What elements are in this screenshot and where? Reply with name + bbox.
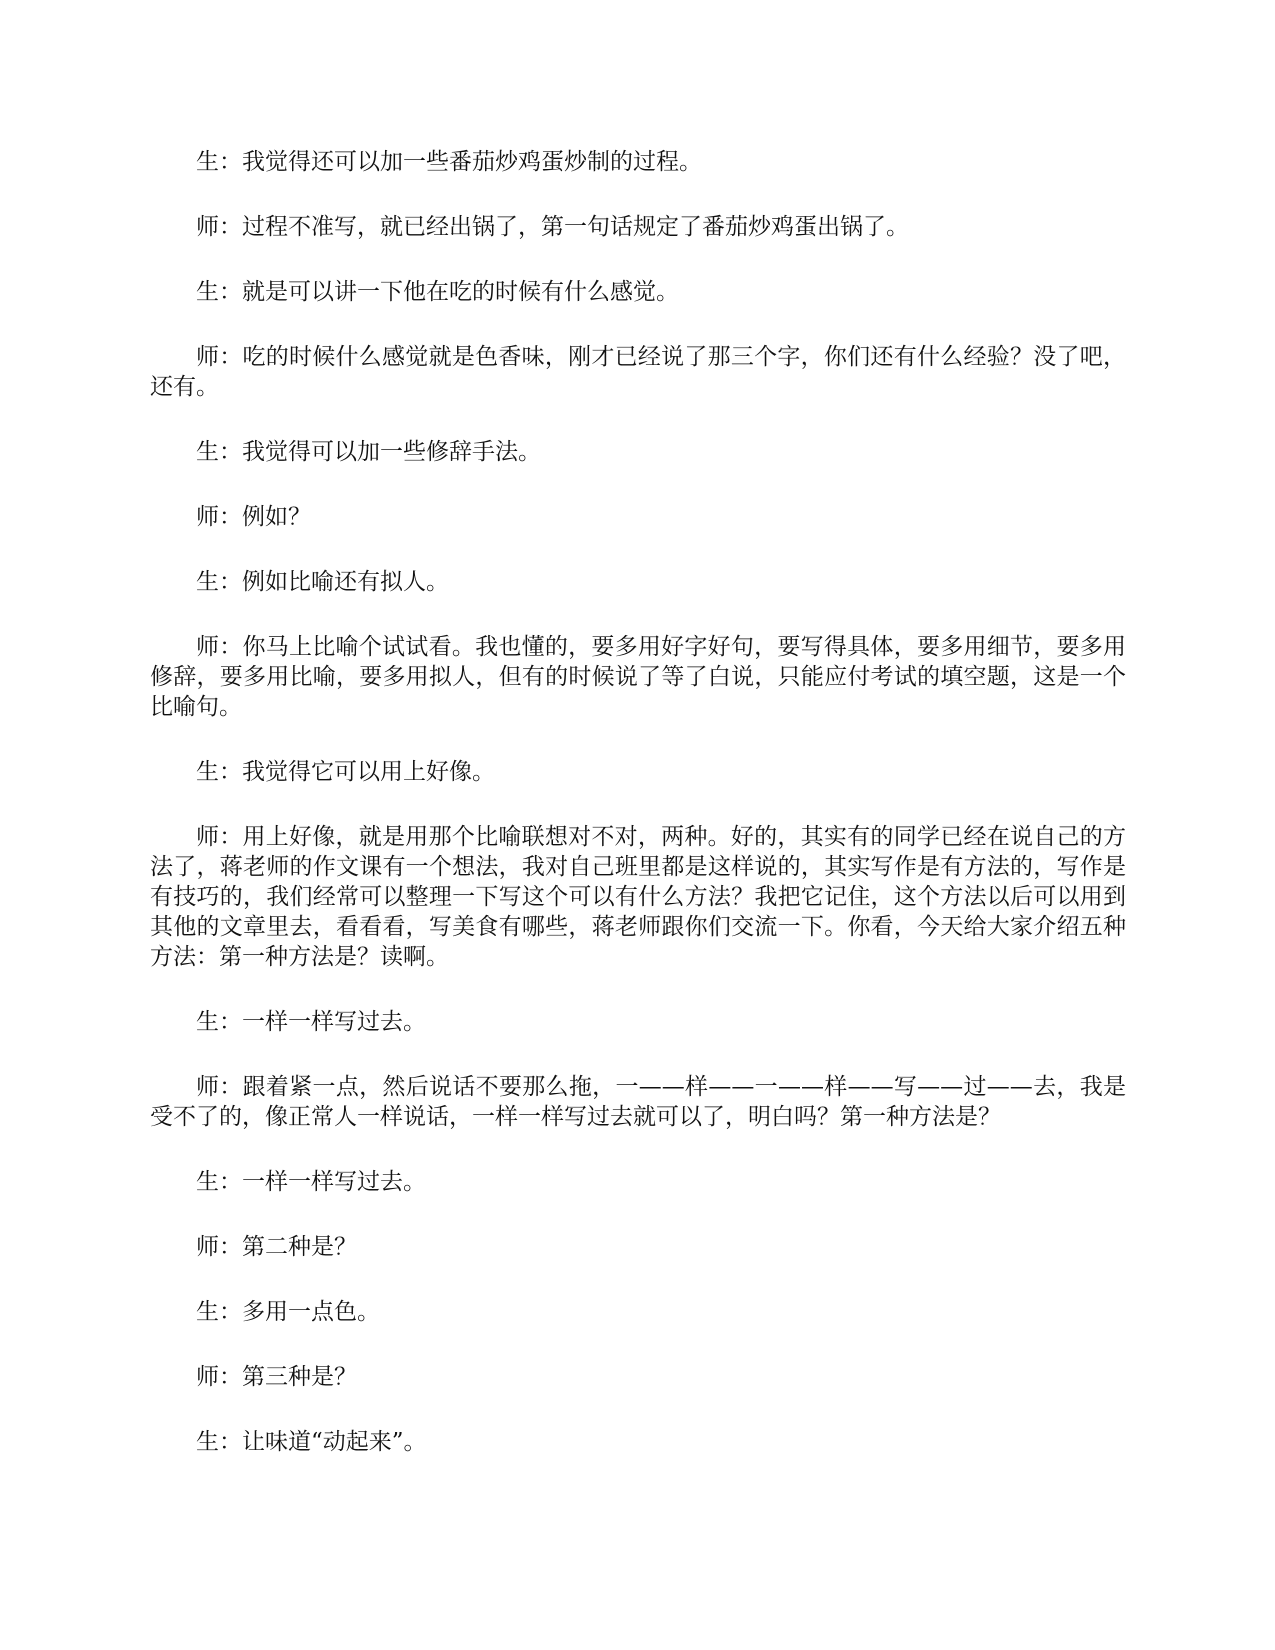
paragraph-teacher: 师：例如？ [196, 504, 311, 530]
paragraph-teacher: 师：跟着紧一点，然后说话不要那么拖，一——样——一——样——写——过——去，我是受不了的，像正常人一样说话，一样一样写过去就可以了，明白吗？第一种方法是？ [150, 1074, 1127, 1130]
paragraph-teacher: 师：用上好像，就是用那个比喻联想对不对，两种。好的，其实有的同学已经在说自己的方法了，蒋老师的作文课有一个想法，我对自己班里都是这样说的，其实写作是有方法的，写作是有技巧的，我们经常可以整理一下写这个可以有什么方法？我把它记住，这个方法以后可以用到其他的文章里去，看看看，写美食有哪些，蒋老师跟你们交流一下。你看，今天给大家介绍五种方法：第一种方法是？读啊。 [150, 824, 1126, 970]
paragraph-teacher: 师：吃的时候什么感觉就是色香味，刚才已经说了那三个字，你们还有什么经验？没了吧，还有。 [150, 344, 1126, 400]
paragraph-teacher: 师：第二种是？ [196, 1234, 357, 1260]
paragraph-student: 生：让味道“动起来”。 [196, 1429, 427, 1455]
paragraph-student: 生：我觉得它可以用上好像。 [196, 759, 495, 785]
paragraph-student: 生：我觉得可以加一些修辞手法。 [196, 439, 541, 465]
paragraph-student: 生：我觉得还可以加一些番茄炒鸡蛋炒制的过程。 [196, 149, 702, 175]
paragraph-teacher: 师：过程不准写，就已经出锅了，第一句话规定了番茄炒鸡蛋出锅了。 [196, 214, 909, 240]
paragraph-student: 生：多用一点色。 [196, 1299, 380, 1325]
paragraph-student: 生：例如比喻还有拟人。 [196, 569, 449, 595]
paragraph-student: 生：一样一样写过去。 [196, 1169, 426, 1195]
paragraph-student: 生：就是可以讲一下他在吃的时候有什么感觉。 [196, 279, 679, 305]
paragraph-teacher: 师：你马上比喻个试试看。我也懂的，要多用好字好句，要写得具体，要多用细节，要多用修辞，要多用比喻，要多用拟人，但有的时候说了等了白说，只能应付考试的填空题，这是一个比喻句。 [150, 634, 1126, 720]
paragraph-teacher: 师：第三种是？ [196, 1364, 357, 1390]
transcript-body [150, 147, 1126, 1492]
paragraph-student: 生：一样一样写过去。 [196, 1009, 426, 1035]
